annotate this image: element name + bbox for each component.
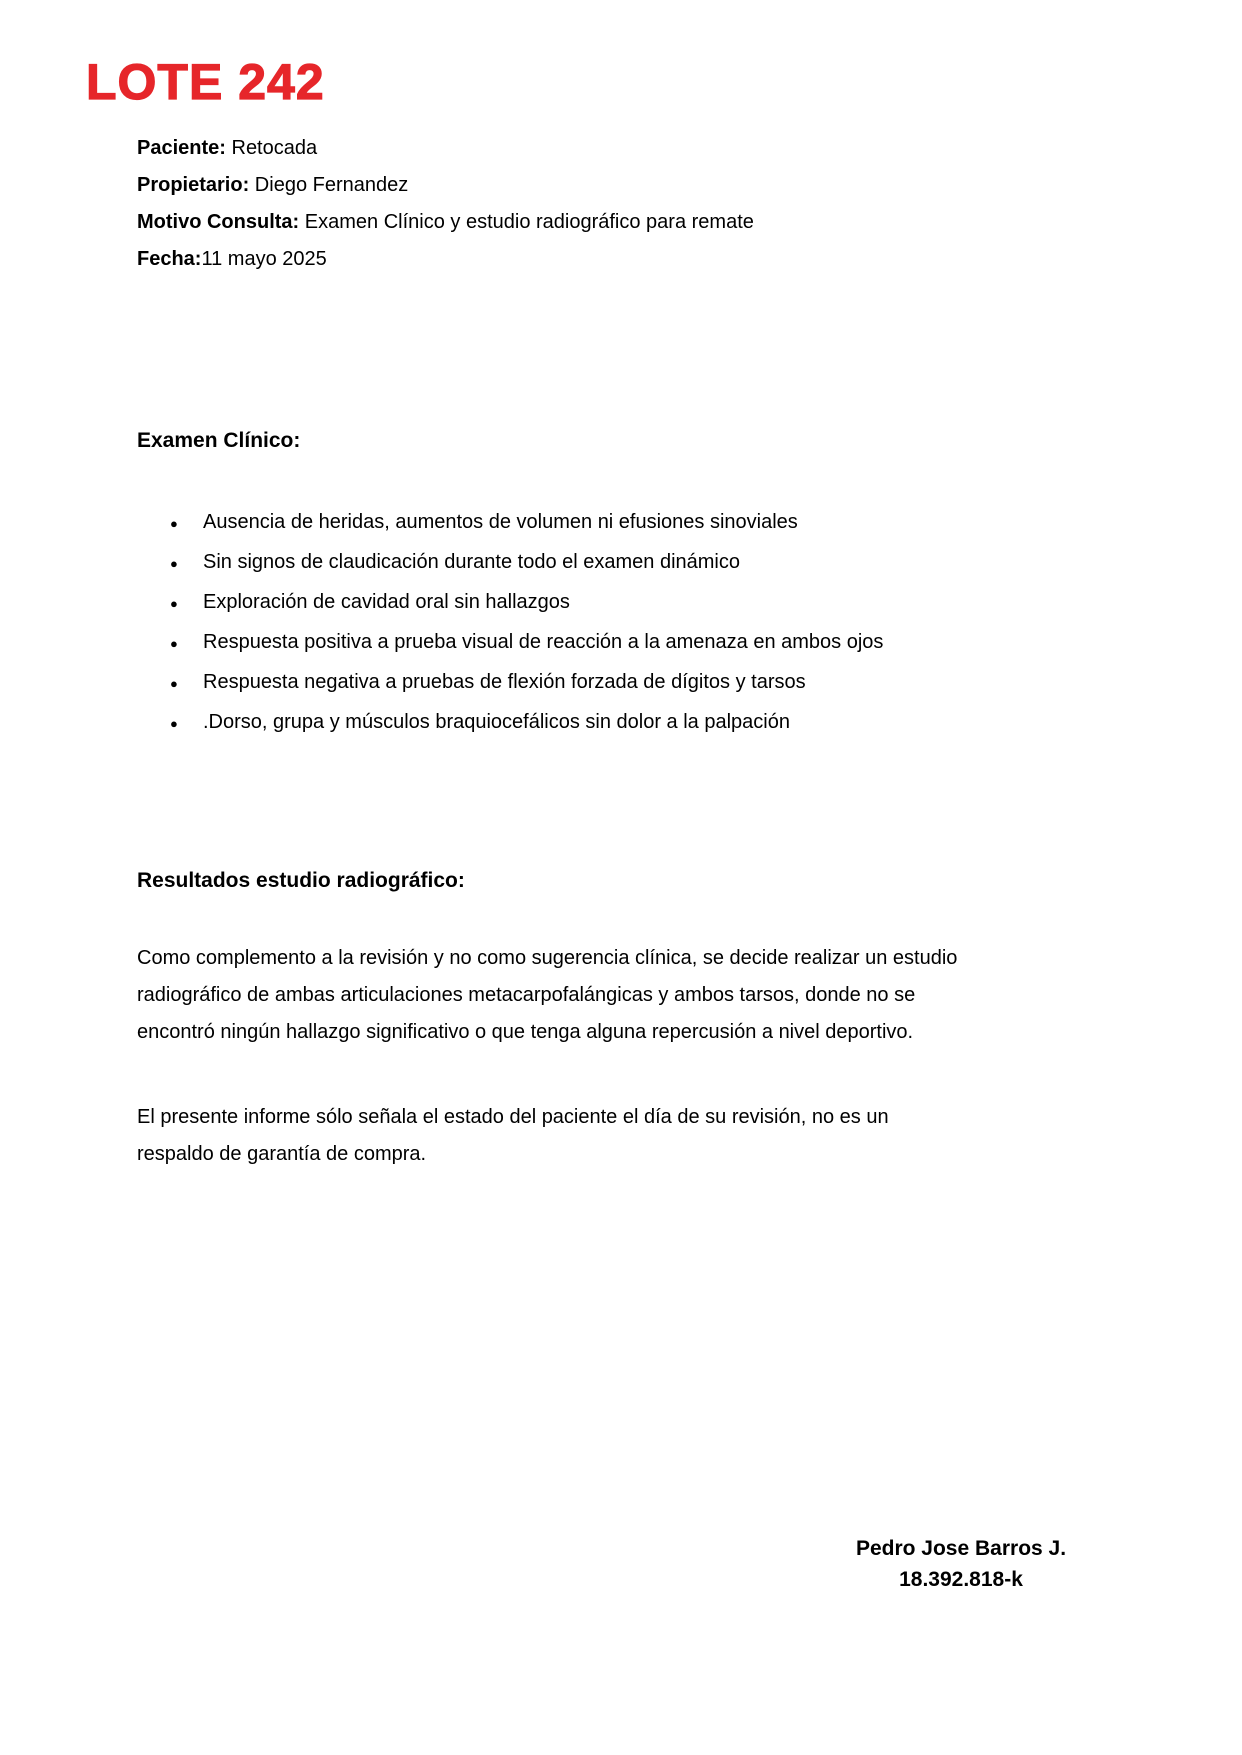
signature-block bbox=[738, 1533, 1184, 1595]
propietario-label: Propietario: bbox=[137, 174, 250, 196]
paragraph-line: Como complemento a la revisión y no como sugerencia clínica, se decide realizar un estudio bbox=[137, 947, 958, 969]
patient-info-block bbox=[137, 130, 754, 278]
lot-title: LOTE 242 bbox=[86, 54, 325, 110]
signatory-name: Pedro Jose Barros J. bbox=[855, 1537, 1067, 1560]
info-line-fecha bbox=[137, 241, 754, 278]
bullet-icon: ● bbox=[170, 636, 178, 651]
motivo-consulta-label: Motivo Consulta: bbox=[137, 211, 300, 233]
exam-finding-text: .Dorso, grupa y músculos braquiocefálicos sin dolor a la palpación bbox=[203, 711, 790, 733]
exam-finding-text: Respuesta negativa a pruebas de flexión forzada de dígitos y tarsos bbox=[203, 671, 806, 693]
list-item bbox=[170, 663, 883, 703]
bullet-icon: ● bbox=[170, 516, 178, 531]
paciente-value: Retocada bbox=[225, 137, 318, 159]
propietario-value: Diego Fernandez bbox=[249, 174, 409, 196]
fecha-value: 11 mayo 2025 bbox=[201, 248, 327, 270]
exam-findings-list bbox=[170, 503, 883, 743]
paragraph-line: radiográfico de ambas articulaciones metacarpofalángicas y ambos tarsos, donde no se bbox=[137, 984, 916, 1006]
info-line-paciente bbox=[137, 130, 754, 167]
list-item bbox=[170, 543, 883, 583]
bullet-icon: ● bbox=[170, 596, 178, 611]
exam-finding-text: Sin signos de claudicación durante todo el examen dinámico bbox=[203, 551, 741, 573]
bullet-icon: ● bbox=[170, 716, 178, 731]
exam-section-heading: Examen Clínico: bbox=[137, 429, 301, 452]
paragraph-line: El presente informe sólo señala el estado del paciente el día de su revisión, no es un bbox=[137, 1106, 889, 1128]
disclaimer-paragraph bbox=[137, 1099, 889, 1173]
list-item bbox=[170, 503, 883, 543]
signatory-id: 18.392.818-k bbox=[899, 1568, 1023, 1591]
info-line-propietario bbox=[137, 167, 754, 204]
paragraph-line: encontró ningún hallazgo significativo o que tenga alguna repercusión a nivel deportivo. bbox=[137, 1021, 914, 1043]
exam-finding-text: Ausencia de heridas, aumentos de volumen ni efusiones sinoviales bbox=[203, 511, 798, 533]
list-item bbox=[170, 703, 883, 743]
exam-finding-text: Respuesta positiva a prueba visual de reacción a la amenaza en ambos ojos bbox=[203, 631, 884, 653]
list-item bbox=[170, 623, 883, 663]
bullet-icon: ● bbox=[170, 676, 178, 691]
results-section-heading: Resultados estudio radiográfico: bbox=[137, 869, 465, 892]
paciente-label: Paciente: bbox=[137, 137, 226, 159]
results-paragraph-1 bbox=[137, 940, 957, 1051]
bullet-icon: ● bbox=[170, 556, 178, 571]
info-line-motivo-consulta bbox=[137, 204, 754, 241]
fecha-label: Fecha: bbox=[137, 248, 202, 270]
paragraph-line: respaldo de garantía de compra. bbox=[137, 1143, 427, 1165]
list-item bbox=[170, 583, 883, 623]
motivo-consulta-value: Examen Clínico y estudio radiográfico para remate bbox=[299, 211, 754, 233]
exam-finding-text: Exploración de cavidad oral sin hallazgos bbox=[203, 591, 570, 613]
